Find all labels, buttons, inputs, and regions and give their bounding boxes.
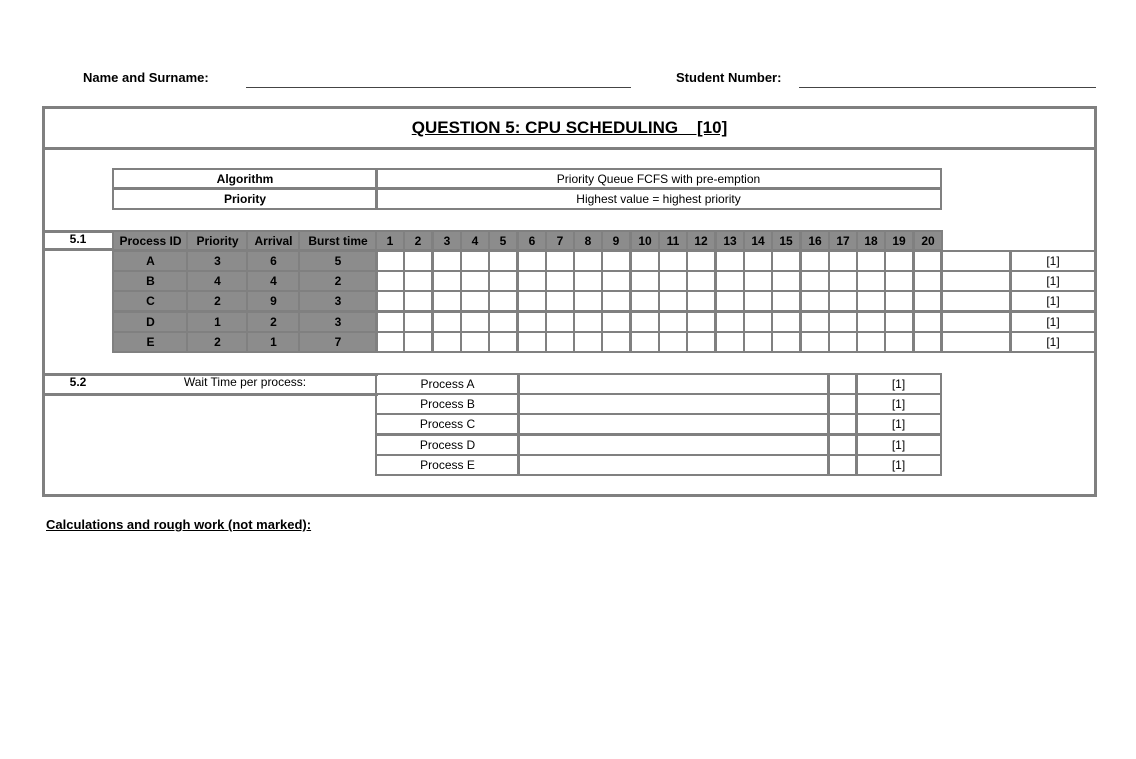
schedule-cell[interactable]: [432, 331, 462, 353]
schedule-cell[interactable]: [715, 250, 745, 272]
time-slot-header: 12: [686, 230, 716, 251]
schedule-cell[interactable]: [658, 331, 688, 353]
wait-spacer-cell: [827, 393, 858, 415]
time-slot-header: 2: [403, 230, 433, 251]
schedule-cell[interactable]: [375, 250, 405, 272]
mark-cell: [1]: [1009, 311, 1097, 333]
q51-number: 5.1: [69, 232, 87, 246]
schedule-cell[interactable]: [375, 311, 405, 333]
col-header-process-id: Process ID: [112, 230, 189, 251]
wait-time-input[interactable]: [517, 434, 830, 456]
schedule-cell[interactable]: [488, 270, 518, 292]
schedule-cell[interactable]: [856, 331, 886, 353]
schedule-cell[interactable]: [884, 311, 914, 333]
wait-spacer-cell: [827, 454, 858, 476]
time-slot-header: 5: [488, 230, 518, 251]
schedule-cell[interactable]: [856, 270, 886, 292]
schedule-cell[interactable]: [800, 270, 830, 292]
time-slot-header: 9: [601, 230, 631, 251]
schedule-cell[interactable]: [856, 311, 886, 333]
wait-mark-cell: [1]: [855, 454, 942, 476]
student-number-field[interactable]: [799, 87, 1096, 88]
mark-cell: [1]: [1009, 270, 1097, 292]
schedule-cell[interactable]: [913, 331, 943, 353]
wait-mark-cell: [1]: [855, 434, 942, 456]
algorithm-label: Algorithm: [112, 168, 378, 189]
schedule-cell[interactable]: [630, 290, 660, 312]
wait-time-input[interactable]: [517, 454, 830, 476]
col-header-priority: Priority: [186, 230, 249, 251]
process-priority-cell: 2: [186, 331, 249, 353]
schedule-cell[interactable]: [460, 311, 490, 333]
process-arrival-cell: 2: [246, 311, 301, 333]
schedule-cell[interactable]: [545, 250, 575, 272]
process-arrival-cell: 1: [246, 331, 301, 353]
time-slot-header: 15: [771, 230, 801, 251]
time-slot-header: 6: [517, 230, 547, 251]
process-process-id-cell: B: [112, 270, 189, 292]
process-process-id-cell: D: [112, 311, 189, 333]
schedule-cell[interactable]: [601, 270, 631, 292]
process-process-id-cell: A: [112, 250, 189, 272]
time-slot-header: 16: [800, 230, 830, 251]
schedule-cell[interactable]: [715, 331, 745, 353]
wait-process-label: Process A: [375, 373, 520, 395]
schedule-cell[interactable]: [601, 331, 631, 353]
schedule-cell[interactable]: [828, 290, 858, 312]
schedule-cell[interactable]: [658, 270, 688, 292]
schedule-cell[interactable]: [630, 311, 660, 333]
schedule-cell[interactable]: [573, 311, 603, 333]
schedule-cell[interactable]: [743, 290, 773, 312]
mark-cell: [1]: [1009, 250, 1097, 272]
schedule-cell[interactable]: [856, 290, 886, 312]
q52-label: Wait Time per process:: [183, 375, 307, 389]
process-arrival-cell: 4: [246, 270, 301, 292]
schedule-cell[interactable]: [884, 270, 914, 292]
time-slot-header: 1: [375, 230, 405, 251]
schedule-cell[interactable]: [771, 311, 801, 333]
process-arrival-cell: 6: [246, 250, 301, 272]
calculations-label: Calculations and rough work (not marked):: [46, 517, 312, 532]
schedule-cell[interactable]: [630, 331, 660, 353]
title-divider: [42, 147, 1097, 150]
time-slot-header: 13: [715, 230, 745, 251]
schedule-cell[interactable]: [573, 270, 603, 292]
schedule-cell[interactable]: [375, 270, 405, 292]
schedule-cell[interactable]: [601, 250, 631, 272]
wait-spacer-cell: [827, 413, 858, 435]
process-burst-time-cell: 2: [298, 270, 378, 292]
schedule-cell[interactable]: [743, 250, 773, 272]
schedule-cell[interactable]: [771, 270, 801, 292]
answer-cell[interactable]: [940, 250, 1012, 272]
schedule-cell[interactable]: [403, 270, 433, 292]
wait-process-label: Process E: [375, 454, 520, 476]
schedule-cell[interactable]: [573, 250, 603, 272]
schedule-cell[interactable]: [800, 331, 830, 353]
process-priority-cell: 2: [186, 290, 249, 312]
answer-cell[interactable]: [940, 331, 1012, 353]
schedule-cell[interactable]: [658, 250, 688, 272]
schedule-cell[interactable]: [403, 311, 433, 333]
schedule-cell[interactable]: [460, 270, 490, 292]
schedule-cell[interactable]: [545, 290, 575, 312]
schedule-cell[interactable]: [686, 270, 716, 292]
time-slot-header: 3: [432, 230, 462, 251]
schedule-cell[interactable]: [630, 270, 660, 292]
student-number-label: Student Number:: [676, 70, 782, 85]
schedule-cell[interactable]: [403, 290, 433, 312]
process-burst-time-cell: 5: [298, 250, 378, 272]
schedule-cell[interactable]: [771, 250, 801, 272]
name-surname-field[interactable]: [246, 87, 631, 88]
schedule-cell[interactable]: [715, 290, 745, 312]
wait-process-label: Process C: [375, 413, 520, 435]
schedule-cell[interactable]: [828, 270, 858, 292]
schedule-cell[interactable]: [800, 250, 830, 272]
schedule-cell[interactable]: [800, 311, 830, 333]
schedule-cell[interactable]: [573, 331, 603, 353]
answer-cell[interactable]: [940, 311, 1012, 333]
question-title: QUESTION 5: CPU SCHEDULING [10]: [411, 118, 728, 137]
schedule-cell[interactable]: [913, 250, 943, 272]
schedule-cell[interactable]: [658, 311, 688, 333]
wait-process-label: Process B: [375, 393, 520, 415]
mark-cell: [1]: [1009, 331, 1097, 353]
process-priority-cell: 3: [186, 250, 249, 272]
time-slot-header: 10: [630, 230, 660, 251]
schedule-cell[interactable]: [432, 270, 462, 292]
schedule-cell[interactable]: [375, 290, 405, 312]
schedule-cell[interactable]: [432, 250, 462, 272]
time-slot-header: 4: [460, 230, 490, 251]
time-slot-header: 8: [573, 230, 603, 251]
process-process-id-cell: C: [112, 290, 189, 312]
priority-label: Priority: [112, 188, 378, 210]
schedule-cell[interactable]: [658, 290, 688, 312]
col-header-arrival: Arrival: [246, 230, 301, 251]
wait-process-label: Process D: [375, 434, 520, 456]
schedule-cell[interactable]: [573, 290, 603, 312]
schedule-cell[interactable]: [460, 290, 490, 312]
schedule-cell[interactable]: [601, 311, 631, 333]
col-header-burst-time: Burst time: [298, 230, 378, 251]
schedule-cell[interactable]: [884, 250, 914, 272]
schedule-cell[interactable]: [545, 311, 575, 333]
schedule-cell[interactable]: [432, 290, 462, 312]
schedule-cell[interactable]: [686, 331, 716, 353]
wait-mark-cell: [1]: [855, 393, 942, 415]
schedule-cell[interactable]: [828, 311, 858, 333]
time-slot-header: 20: [913, 230, 943, 251]
wait-spacer-cell: [827, 373, 858, 395]
schedule-cell[interactable]: [488, 311, 518, 333]
schedule-cell[interactable]: [800, 290, 830, 312]
process-process-id-cell: E: [112, 331, 189, 353]
priority-value: Highest value = highest priority: [375, 188, 942, 210]
algorithm-value: Priority Queue FCFS with pre-emption: [375, 168, 942, 189]
wait-mark-cell: [1]: [855, 413, 942, 435]
time-slot-header: 18: [856, 230, 886, 251]
schedule-cell[interactable]: [375, 331, 405, 353]
schedule-cell[interactable]: [488, 250, 518, 272]
process-burst-time-cell: 7: [298, 331, 378, 353]
schedule-cell[interactable]: [884, 331, 914, 353]
schedule-cell[interactable]: [743, 331, 773, 353]
process-arrival-cell: 9: [246, 290, 301, 312]
wait-time-input[interactable]: [517, 393, 830, 415]
schedule-cell[interactable]: [630, 250, 660, 272]
wait-spacer-cell: [827, 434, 858, 456]
schedule-cell[interactable]: [517, 311, 547, 333]
answer-cell[interactable]: [940, 290, 1012, 312]
schedule-cell[interactable]: [517, 290, 547, 312]
schedule-cell[interactable]: [403, 250, 433, 272]
process-priority-cell: 4: [186, 270, 249, 292]
schedule-cell[interactable]: [743, 311, 773, 333]
wait-mark-cell: [1]: [855, 373, 942, 395]
schedule-cell[interactable]: [403, 331, 433, 353]
schedule-cell[interactable]: [884, 290, 914, 312]
schedule-cell[interactable]: [913, 311, 943, 333]
schedule-cell[interactable]: [856, 250, 886, 272]
process-priority-cell: 1: [186, 311, 249, 333]
time-slot-header: 11: [658, 230, 688, 251]
schedule-cell[interactable]: [715, 311, 745, 333]
schedule-cell[interactable]: [913, 290, 943, 312]
time-slot-header: 14: [743, 230, 773, 251]
schedule-cell[interactable]: [517, 331, 547, 353]
schedule-cell[interactable]: [771, 331, 801, 353]
process-burst-time-cell: 3: [298, 311, 378, 333]
schedule-cell[interactable]: [715, 270, 745, 292]
schedule-cell[interactable]: [913, 270, 943, 292]
schedule-cell[interactable]: [460, 250, 490, 272]
schedule-cell[interactable]: [545, 331, 575, 353]
answer-cell[interactable]: [940, 270, 1012, 292]
schedule-cell[interactable]: [601, 290, 631, 312]
schedule-cell[interactable]: [743, 270, 773, 292]
schedule-cell[interactable]: [828, 250, 858, 272]
wait-time-input[interactable]: [517, 413, 830, 435]
process-burst-time-cell: 3: [298, 290, 378, 312]
name-surname-label: Name and Surname:: [83, 70, 209, 85]
time-slot-header: 7: [545, 230, 575, 251]
q51-number-underline: [42, 248, 113, 251]
schedule-cell[interactable]: [686, 290, 716, 312]
schedule-cell[interactable]: [460, 331, 490, 353]
q52-number: 5.2: [69, 375, 87, 389]
schedule-cell[interactable]: [686, 311, 716, 333]
schedule-cell[interactable]: [517, 250, 547, 272]
wait-time-input[interactable]: [517, 373, 830, 395]
schedule-cell[interactable]: [432, 311, 462, 333]
schedule-cell[interactable]: [686, 250, 716, 272]
time-slot-header: 17: [828, 230, 858, 251]
schedule-cell[interactable]: [488, 290, 518, 312]
time-slot-header: 19: [884, 230, 914, 251]
schedule-cell[interactable]: [517, 270, 547, 292]
q52-underline: [42, 393, 378, 396]
schedule-cell[interactable]: [828, 331, 858, 353]
schedule-cell[interactable]: [771, 290, 801, 312]
mark-cell: [1]: [1009, 290, 1097, 312]
schedule-cell[interactable]: [488, 331, 518, 353]
schedule-cell[interactable]: [545, 270, 575, 292]
